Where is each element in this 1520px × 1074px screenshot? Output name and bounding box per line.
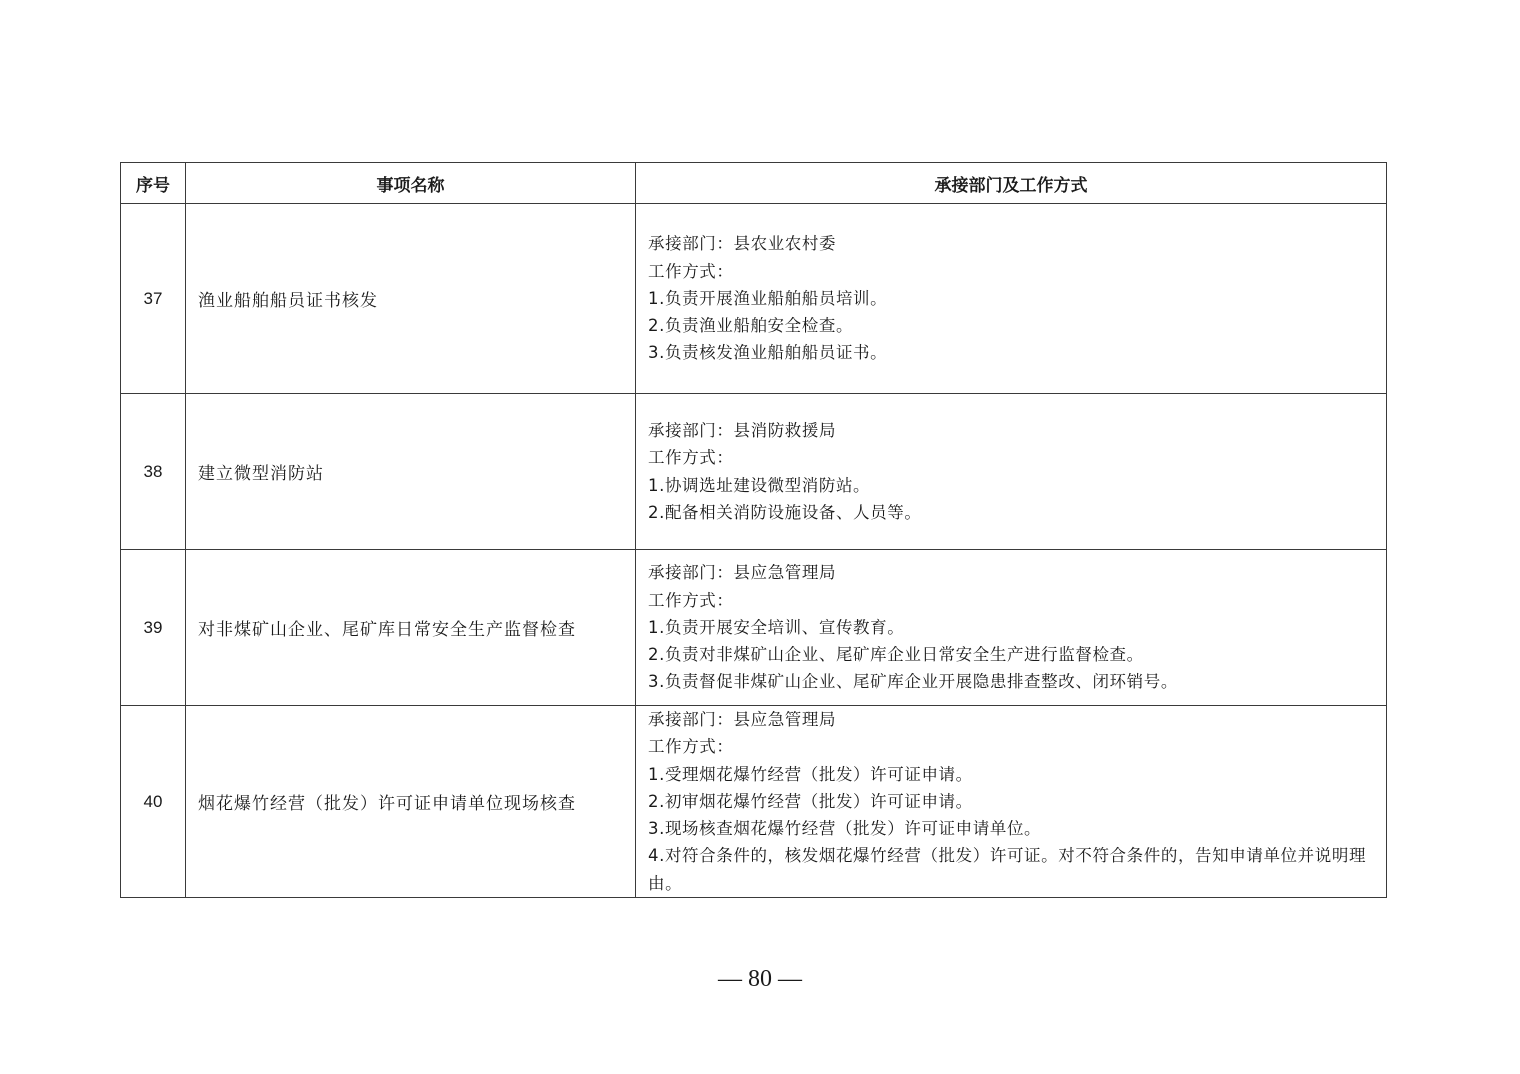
method-item: 1.负责开展安全培训、宣传教育。 xyxy=(648,617,905,637)
page-number: — 80 — xyxy=(718,966,802,992)
table-row xyxy=(121,394,1387,550)
method-item: 1.受理烟花爆竹经营（批发）许可证申请。 xyxy=(648,764,973,784)
method-item: 3.负责核发渔业船舶船员证书。 xyxy=(648,343,888,363)
row-dept-method xyxy=(636,550,1387,706)
row-item-name: 对非煤矿山企业、尾矿库日常安全生产监督检查 xyxy=(186,550,636,706)
method-item: 2.初审烟花爆竹经营（批发）许可证申请。 xyxy=(648,791,973,811)
table-row xyxy=(121,204,1387,394)
row-index: 39 xyxy=(121,550,186,706)
method-item: 4.对符合条件的，核发烟花爆竹经营（批发）许可证。对不符合条件的，告知申请单位并说明理由。 xyxy=(648,846,1367,893)
method-item: 2.负责渔业船舶安全检查。 xyxy=(648,316,854,336)
row-item-name: 烟花爆竹经营（批发）许可证申请单位现场核查 xyxy=(186,706,636,898)
header-index: 序号 xyxy=(121,163,186,204)
work-items-table xyxy=(120,162,1387,898)
method-label: 工作方式： xyxy=(648,261,734,281)
dept-line: 承接部门：县消防救援局 xyxy=(648,420,837,440)
row-index: 40 xyxy=(121,706,186,898)
row-dept-method xyxy=(636,394,1387,550)
method-label: 工作方式： xyxy=(648,448,734,468)
row-index: 37 xyxy=(121,204,186,394)
row-dept-method xyxy=(636,706,1387,898)
row-item-name: 建立微型消防站 xyxy=(186,394,636,550)
method-item: 2.配备相关消防设施设备、人员等。 xyxy=(648,502,922,522)
header-item-name: 事项名称 xyxy=(186,163,636,204)
table-row xyxy=(121,550,1387,706)
table-header-row xyxy=(121,163,1387,204)
method-item: 3.负责督促非煤矿山企业、尾矿库企业开展隐患排查整改、闭环销号。 xyxy=(648,672,1178,692)
method-item: 1.协调选址建设微型消防站。 xyxy=(648,475,871,495)
header-dept-method: 承接部门及工作方式 xyxy=(636,163,1387,204)
table-row xyxy=(121,706,1387,898)
dept-line: 承接部门：县应急管理局 xyxy=(648,563,837,583)
row-index: 38 xyxy=(121,394,186,550)
dept-line: 承接部门：县应急管理局 xyxy=(648,710,837,729)
method-item: 3.现场核查烟花爆竹经营（批发）许可证申请单位。 xyxy=(648,819,1042,839)
method-label: 工作方式： xyxy=(648,737,734,757)
row-dept-method xyxy=(636,204,1387,394)
method-item: 1.负责开展渔业船舶船员培训。 xyxy=(648,288,888,308)
method-item: 2.负责对非煤矿山企业、尾矿库企业日常安全生产进行监督检查。 xyxy=(648,645,1144,665)
method-label: 工作方式： xyxy=(648,590,734,610)
row-item-name: 渔业船舶船员证书核发 xyxy=(186,204,636,394)
dept-line: 承接部门：县农业农村委 xyxy=(648,234,837,254)
